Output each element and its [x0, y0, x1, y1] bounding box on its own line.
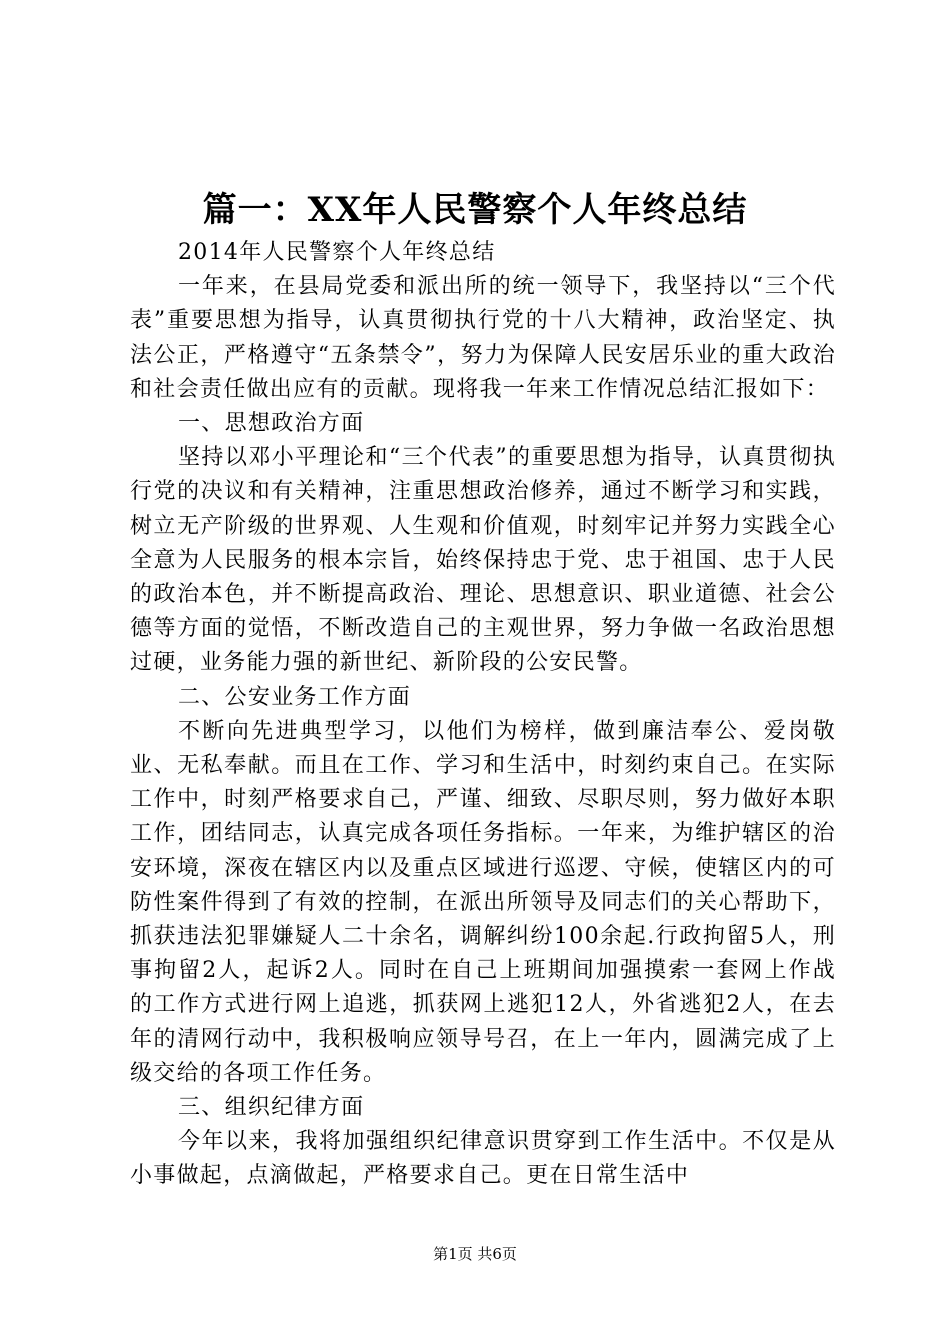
- document-subtitle: 2014年人民警察个人年终总结: [178, 240, 496, 265]
- document-body: [130, 236, 836, 1194]
- page-footer: 第1页 共6页: [433, 1245, 517, 1263]
- section-heading-police-work: 二、公安业务工作方面: [178, 684, 412, 710]
- section-body-discipline: 今年以来，我将加强组织纪律意识贯穿到工作生活中。不仅是从小事做起，点滴做起，严格要求自己。更在日常生活中: [130, 1129, 836, 1189]
- section-body-politics: 坚持以邓小平理论和“三个代表”的重要思想为指导，认真贯彻执行党的决议和有关精神，注重思想政治修养，通过不断学习和实践，树立无产阶级的世界观、人生观和价值观，时刻牢记并努力实践全心全意为人民服务的根本宗旨，始终保持忠于党、忠于祖国、忠于人民的政治本色，并不断提高政治、理论、思想意识、职业道德、社会公德等方面的觉悟，不断改造自己的主观世界，努力争做一名政治思想过硬，业务能力强的新世纪、新阶段的公安民警。: [130, 445, 836, 676]
- intro-paragraph: 一年来，在县局党委和派出所的统一领导下，我坚持以“三个代表”重要思想为指导，认真贯彻执行党的十八大精神，政治坚定、执法公正，严格遵守“五条禁令”，努力为保障人民安居乐业的重大政治和社会责任做出应有的贡献。现将我一年来工作情况总结汇报如下：: [130, 274, 836, 402]
- section-heading-discipline: 三、组织纪律方面: [178, 1095, 365, 1121]
- document-title: 篇一：XX年人民警察个人年终总结: [202, 190, 748, 230]
- section-heading-politics: 一、思想政治方面: [178, 411, 365, 437]
- section-body-police-work: 不断向先进典型学习，以他们为榜样，做到廉洁奉公、爱岗敬业、无私奉献。而且在工作、学习和生活中，时刻约束自己。在实际工作中，时刻严格要求自己，严谨、细致、尽职尽则，努力做好本职工作，团结同志，认真完成各项任务指标。一年来，为维护辖区的治安环境，深夜在辖区内以及重点区域进行巡逻、守候，使辖区内的可防性案件得到了有效的控制，在派出所领导及同志们的关心帮助下，抓获违法犯罪嫌疑人二十余名，调解纠纷100余起.行政拘留5人，刑事拘留2人，起诉2人。同时在自己上班期间加强摸索一套网上作战的工作方式进行网上追逃，抓获网上逃犯12人，外省逃犯2人，在去年的清网行动中，我积极响应领导号召，在上一年内，圆满完成了上级交给的各项工作任务。: [130, 718, 836, 1086]
